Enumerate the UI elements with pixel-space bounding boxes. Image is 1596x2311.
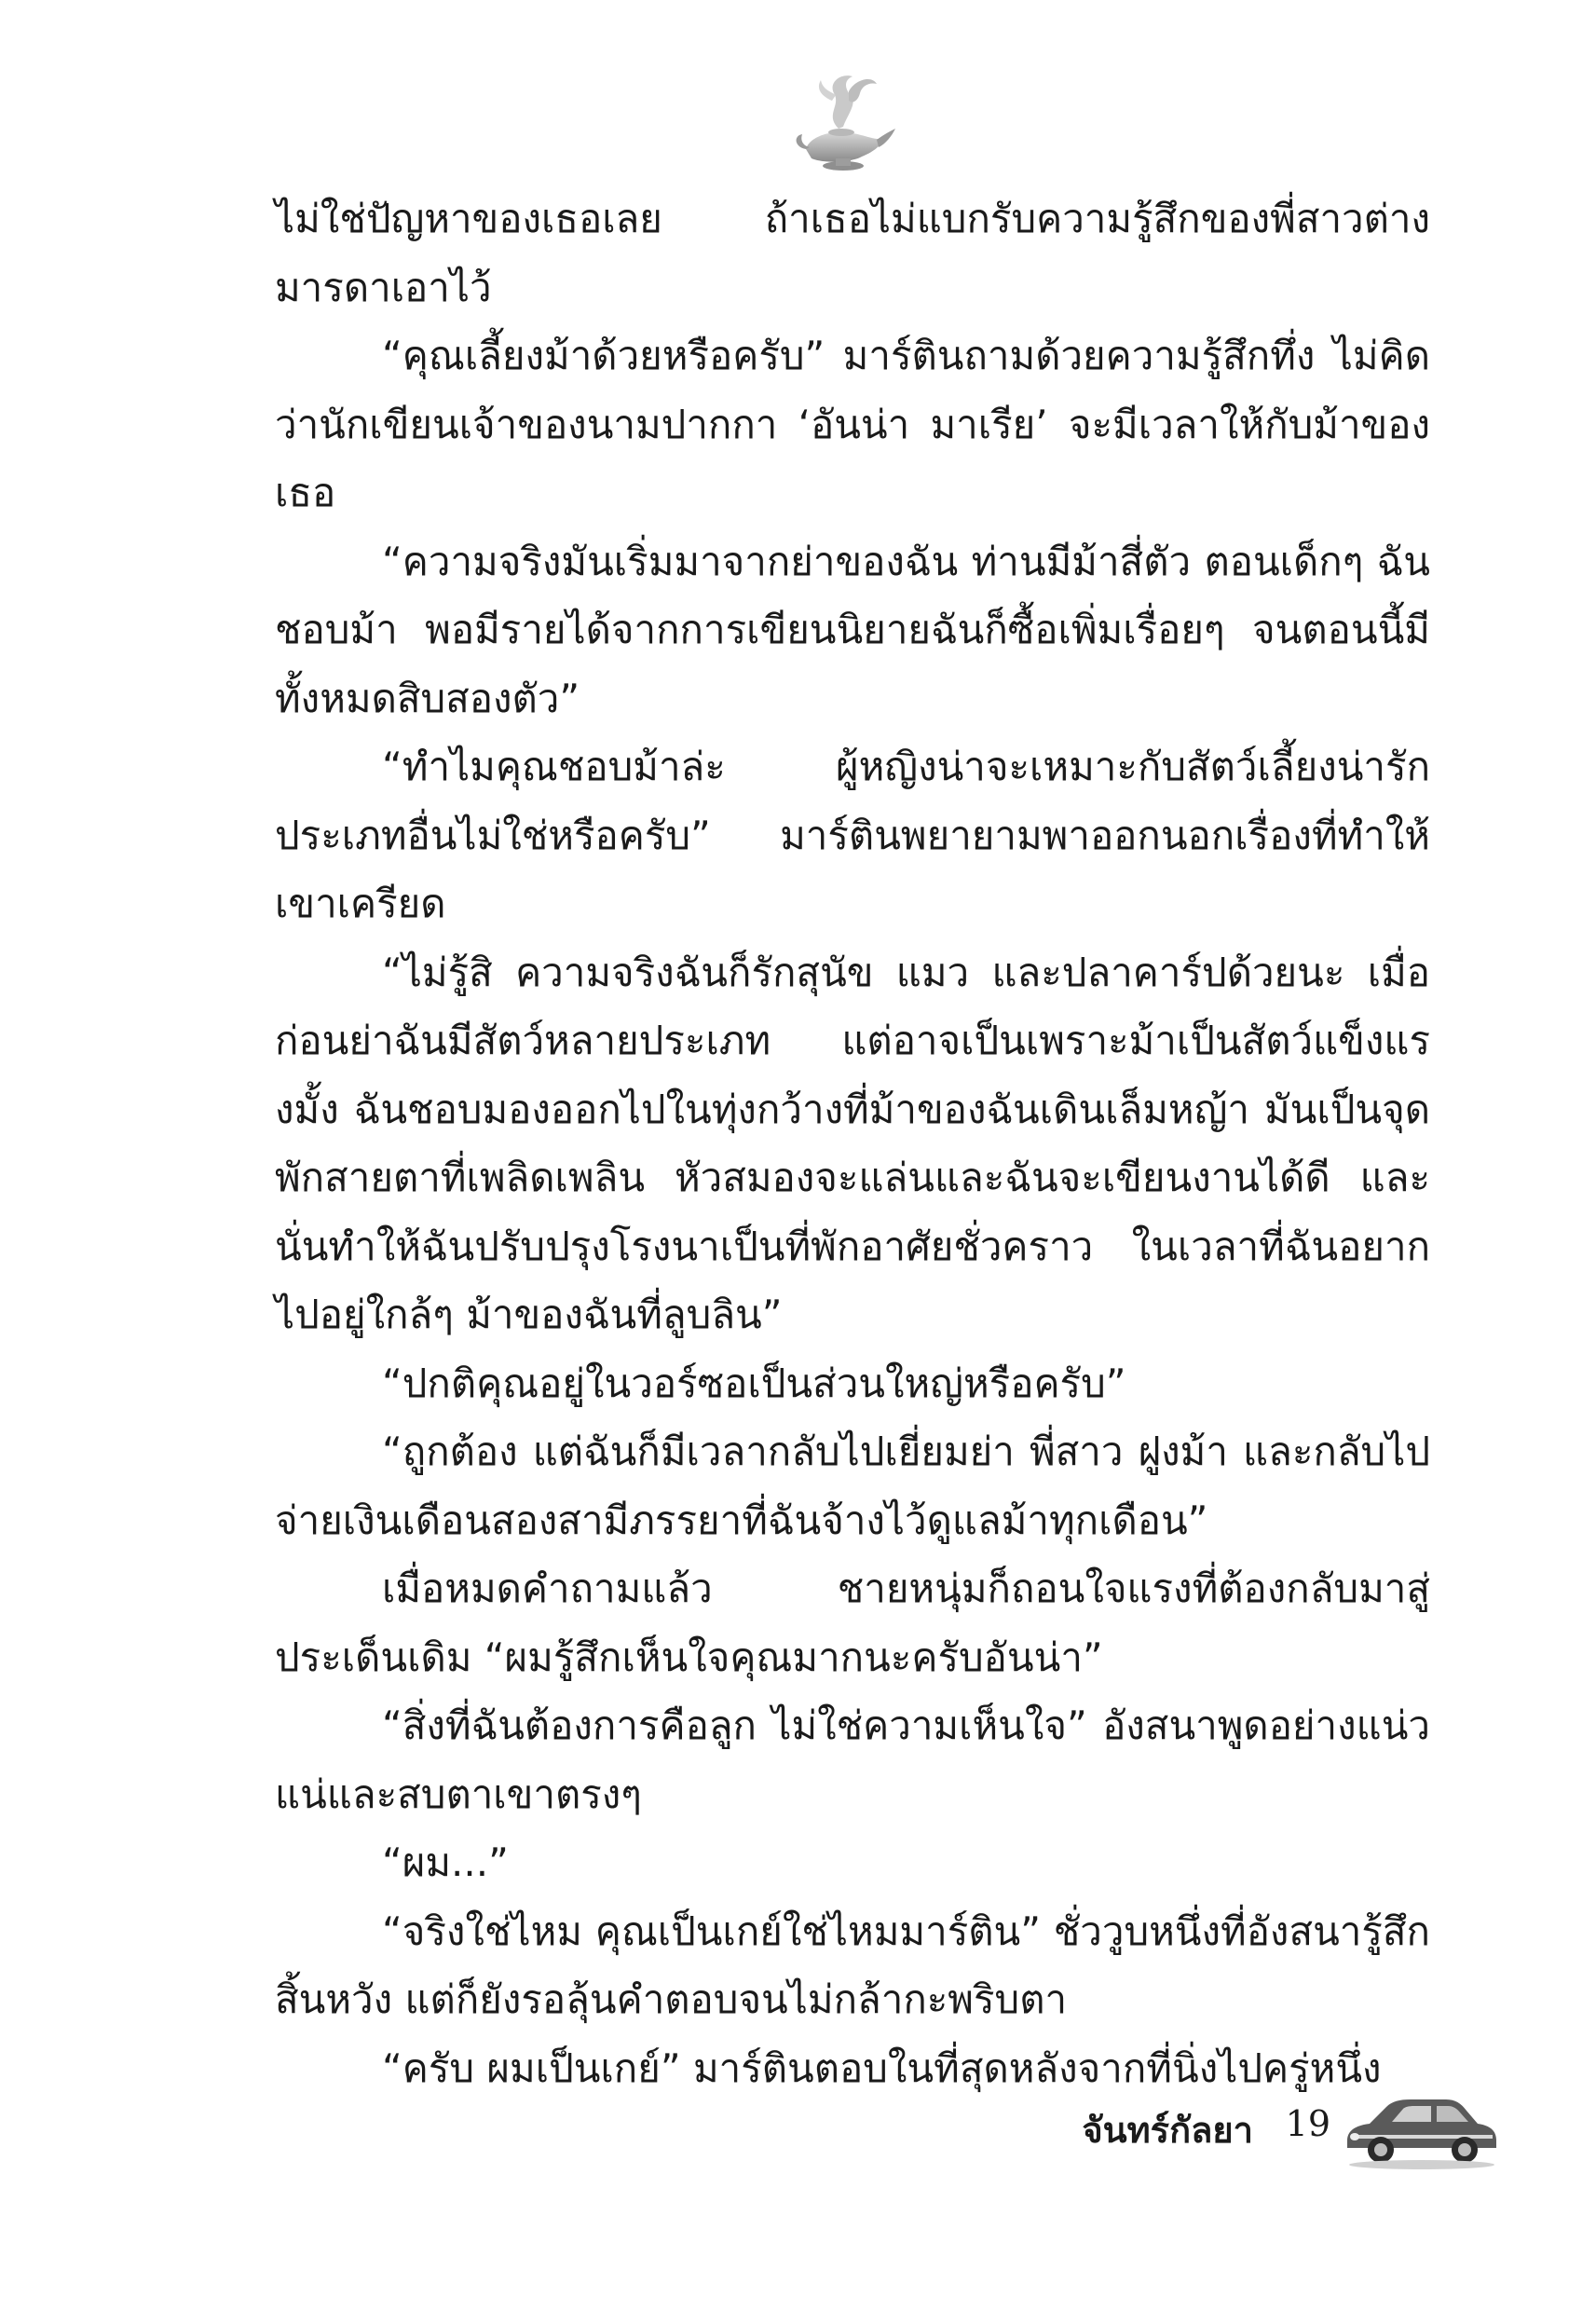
book-title: จันทร์กัลยา <box>1082 2110 1253 2151</box>
paragraph: “คุณเลี้ยงม้าด้วยหรือครับ” มาร์ตินถามด้วยความรู้สึกทึ่ง ไม่คิดว่านักเขียนเจ้าของนามปากกา ‘อันน่า มาเรีย’ จะมีเวลาให้กับม้าของเธอ <box>275 333 1430 515</box>
paragraph: “ทำไมคุณชอบม้าล่ะ ผู้หญิงน่าจะเหมาะกับสัตว์เลี้ยงน่ารักประเภทอื่นไม่ใช่หรือครับ” มาร์ตินพยายามพาออกนอกเรื่องที่ทำให้เขาเครียด <box>275 744 1430 926</box>
paragraph: เมื่อหมดคำถามแล้ว ชายหนุ่มก็ถอนใจแรงที่ต้องกลับมาสู่ประเด็นเดิม “ผมรู้สึกเห็นใจคุณมากนะครับอันน่า” <box>275 1566 1430 1680</box>
paragraph: “ผม...” <box>382 1839 509 1885</box>
paragraph: “ไม่รู้สิ ความจริงฉันก็รักสุนัข แมว และปลาคาร์ปด้วยนะ เมื่อก่อนย่าฉันมีสัตว์หลายประเภท แต่อาจเป็นเพราะม้าเป็นสัตว์แข็งแรงมั้ง ฉันชอบมองออกไปในทุ่งกว้างที่ม้าของฉันเดินเล็มหญ้า มันเป็นจุดพักสายตาที่เพลิดเพลิน หัวสมองจะแล่นและฉันจะเขียนงานได้ดี และนั่นทำให้ฉันปรับปรุงโรงนาเป็นที่พักอาศัยชั่วคราว ในเวลาที่ฉันอยากไปอยู่ใกล้ๆ ม้าของฉันที่ลูบลิน” <box>275 949 1430 1337</box>
genie-lamp-icon <box>787 63 899 185</box>
paragraph: “สิ่งที่ฉันต้องการคือลูก ไม่ใช่ความเห็นใจ” อังสนาพูดอย่างแน่วแน่และสบตาเขาตรงๆ <box>275 1702 1430 1817</box>
paragraph: “ปกติคุณอยู่ในวอร์ซอเป็นส่วนใหญ่หรือครับ” <box>382 1360 1126 1406</box>
paragraph: “ความจริงมันเริ่มมาจากย่าของฉัน ท่านมีม้าสี่ตัว ตอนเด็กๆ ฉันชอบม้า พอมีรายได้จากการเขียนนิยายฉันก็ซื้อเพิ่มเรื่อยๆ จนตอนนี้มีทั้งหมดสิบสองตัว” <box>275 538 1430 721</box>
page-footer <box>1071 2083 1500 2195</box>
paragraph: “ถูกต้อง แต่ฉันก็มีเวลากลับไปเยี่ยมย่า พี่สาว ฝูงม้า และกลับไปจ่ายเงินเดือนสองสามีภรรยาที่ฉันจ้างไว้ดูแลม้าทุกเดือน” <box>275 1429 1430 1543</box>
paragraph: “จริงใช่ไหม คุณเป็นเกย์ใช่ไหมมาร์ติน” ชั่ววูบหนึ่งที่อังสนารู้สึกสิ้นหวัง แต่ก็ยังรอลุ้นคำตอบจนไม่กล้ากะพริบตา <box>275 1908 1430 2022</box>
paragraph: “ครับ ผมเป็นเกย์” มาร์ตินตอบในที่สุดหลังจากที่นิ่งไปครู่หนึ่ง <box>382 2044 1382 2091</box>
body-text <box>275 185 1430 2102</box>
page-number: 19 <box>1285 2103 1330 2144</box>
vintage-car-icon <box>1342 2083 1500 2171</box>
paragraph: ไม่ใช่ปัญหาของเธอเลย ถ้าเธอไม่แบกรับความรู้สึกของพี่สาวต่างมารดาเอาไว้ <box>275 196 1430 310</box>
